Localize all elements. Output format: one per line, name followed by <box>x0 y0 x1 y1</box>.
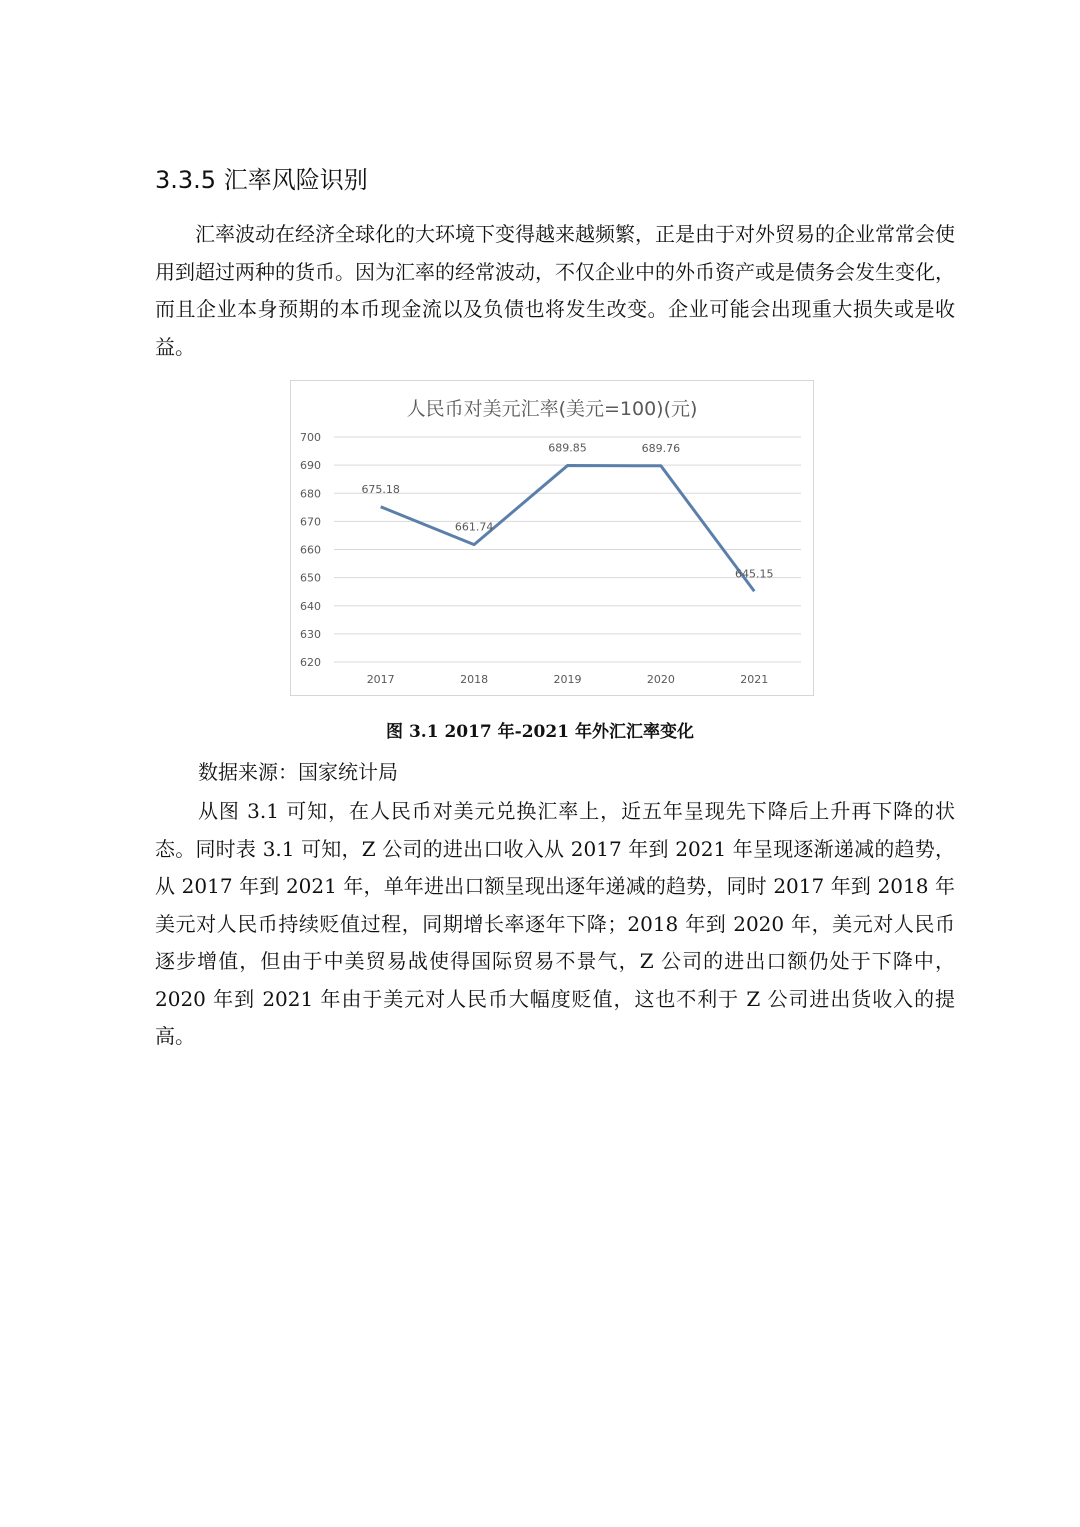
y-tick-label: 620 <box>300 656 321 669</box>
data-source: 数据来源：国家统计局 <box>198 760 398 784</box>
figure-caption: 图 3.1 2017 年-2021 年外汇汇率变化 <box>386 722 694 742</box>
data-label: 689.76 <box>641 441 681 455</box>
y-tick-label: 640 <box>300 599 321 613</box>
section-heading: 3.3.5 汇率风险识别 <box>155 166 368 194</box>
data-label: 645.15 <box>735 567 774 581</box>
y-tick-label: 660 <box>300 543 321 557</box>
data-label: 689.85 <box>548 441 587 455</box>
x-tick-label: 2021 <box>740 673 769 686</box>
analysis-paragraph: 从图 3.1 可知，在人民币对美元兑换汇率上，近五年呈现先下降后上升再下降的状态。同时表 3.1 可知，Z 公司的进出口收入从 2017 年到 2021 年呈现逐渐递减的趋势，从 2017 年到 2021 年，单年进出口额呈现出逐年递减的趋势，同时 2017 年到 2018 年美元对人民币持续贬值过程，同期增长率逐年下降；2018 年到 2020 年，美元对人民币逐步增值，但由于中美贸易战使得国际贸易不景气，Z 公司的进出口额仍处于下降中，2020 年到 2021 年由于美元对人民币大幅度贬值，这也不利于 Z 公司进出货收入的提高。 <box>155 799 955 1048</box>
chart-svg <box>291 381 813 695</box>
x-tick-label: 2019 <box>553 673 582 686</box>
y-tick-label: 650 <box>300 571 321 585</box>
x-tick-label: 2018 <box>460 673 489 686</box>
y-tick-label: 670 <box>300 515 321 529</box>
data-label: 661.74 <box>454 520 494 534</box>
y-tick-label: 690 <box>300 459 321 473</box>
data-label: 675.18 <box>361 482 400 496</box>
intro-paragraph: 汇率波动在经济全球化的大环境下变得越来越频繁，正是由于对外贸易的企业常常会使用到超过两种的货币。因为汇率的经常波动，不仅企业中的外币资产或是债务会发生变化，而且企业本身预期的本币现金流以及负债也将发生改变。企业可能会出现重大损失或是收益。 <box>155 222 955 359</box>
x-tick-label: 2017 <box>366 673 395 686</box>
y-tick-label: 680 <box>300 487 321 501</box>
exchange-rate-chart <box>290 380 814 696</box>
y-tick-label: 630 <box>300 627 321 641</box>
chart-title: 人民币对美元汇率(美元=100)(元) <box>406 398 698 420</box>
y-tick-label: 700 <box>300 431 321 444</box>
series-line <box>381 466 755 592</box>
x-tick-label: 2020 <box>646 673 675 686</box>
